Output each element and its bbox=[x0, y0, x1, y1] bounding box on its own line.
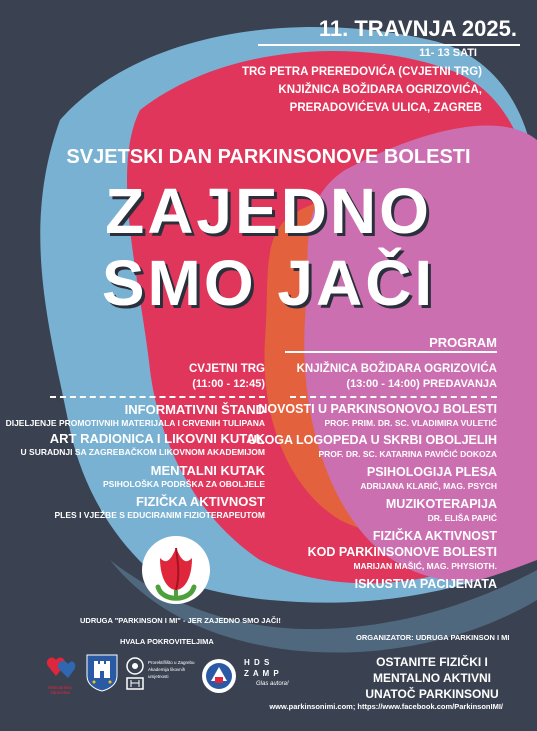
left-item-title: ART RADIONICA I LIKOVNI KUTAK bbox=[49, 431, 265, 446]
slogan-line-1: OSTANITE FIZIČKI I bbox=[376, 655, 488, 669]
left-item-title: FIZIČKA AKTIVNOST bbox=[135, 494, 265, 509]
sponsors-thanks: HVALA POKROVITELJIMA bbox=[120, 637, 214, 646]
ministry-heart-icon bbox=[42, 654, 78, 680]
slogan-line-3: UNATOČ PARKINSONU bbox=[365, 687, 499, 701]
right-item-desc: ADRIJANA KLARIĆ, MAG. PSYCH bbox=[360, 481, 497, 491]
tulip-logo-icon bbox=[140, 532, 212, 612]
right-item-title: ISKUSTVA PACIJENATA bbox=[354, 577, 497, 591]
hds-tagline: Glas autora! bbox=[256, 681, 289, 687]
ministry-logo bbox=[42, 654, 78, 695]
event-time: 11- 13 SATI bbox=[419, 47, 477, 59]
ministry-label-1: Ministarstvo bbox=[47, 685, 72, 690]
zamp-label: Z A M P bbox=[244, 669, 280, 678]
left-item-title: INFORMATIVNI ŠTAND bbox=[124, 402, 265, 417]
zagreb-coat-of-arms-icon bbox=[86, 654, 118, 692]
hds-zamp-logo bbox=[244, 658, 294, 692]
left-item-desc: U SURADNJI SA ZAGREBAČKOM LIKOVNOM AKADEMIJOM bbox=[20, 447, 265, 457]
academy-label-2: Akademija likovnih bbox=[148, 667, 186, 672]
event-location-2: KNJIŽNICA BOŽIDARA OGRIZOVIĆA, bbox=[278, 84, 482, 96]
right-item-desc: DR. ELIŠA PAPIĆ bbox=[427, 513, 497, 523]
left-item-desc: DIJELJENJE PROMOTIVNIH MATERIJALA I CRVENIH TULIPANA bbox=[5, 418, 265, 428]
event-location-3: PRERADOVIĆEVA ULICA, ZAGREB bbox=[289, 102, 482, 114]
left-item-desc: PSIHOLOŠKA PODRŠKA ZA OBOLJELE bbox=[103, 479, 265, 489]
event-date: 11. TRAVNJA 2025. bbox=[318, 16, 517, 41]
city-seal-icon bbox=[200, 657, 238, 695]
right-item-title-2: KOD PARKINSONOVE BOLESTI bbox=[307, 545, 497, 559]
left-item-desc: PLES I VJEŽBE S EDUCIRANIM FIZIOTERAPEUTOM bbox=[54, 510, 265, 520]
right-item-title: NOVOSTI U PARKINSONOVOJ BOLESTI bbox=[258, 402, 497, 416]
program-divider bbox=[285, 351, 497, 353]
right-item-title: FIZIČKA AKTIVNOST bbox=[372, 529, 497, 543]
right-item-title: MUZIKOTERAPIJA bbox=[385, 497, 497, 511]
title-line-1: ZAJEDNO bbox=[105, 175, 432, 247]
right-hours: (13:00 - 14:00) PREDAVANJA bbox=[346, 378, 497, 390]
event-subtitle: SVJETSKI DAN PARKINSONOVE BOLESTI bbox=[66, 146, 471, 168]
academy-label-3: umjetnosti bbox=[148, 674, 169, 679]
right-item-desc: MARIJAN MAŠIĆ, MAG. PHYSIOTH. bbox=[353, 561, 497, 571]
right-item-desc: PROF. PRIM. DR. SC. VLADIMIRA VULETIĆ bbox=[324, 418, 497, 428]
website-links[interactable]: www.parkinsonimi.com; https://www.facebook.com/ParkinsonIMI/ bbox=[269, 702, 503, 711]
header-divider bbox=[258, 44, 520, 46]
ministry-label-2: zdravstva bbox=[50, 690, 70, 695]
title-line-2: SMO JAČI bbox=[101, 247, 436, 319]
hds-label: H D S bbox=[244, 658, 271, 667]
academy-label-1: Prorektiflišto u Zagrebu bbox=[148, 660, 195, 665]
right-item-title: ULOGA LOGOPEDA U SKRBI OBOLJELIH bbox=[247, 433, 497, 447]
right-divider bbox=[290, 396, 497, 398]
right-item-desc: PROF. DR. SC. KATARINA PAVIČIĆ DOKOZA bbox=[318, 449, 497, 459]
right-venue: KNJIŽNICA BOŽIDARA OGRIZOVIĆA bbox=[296, 363, 497, 375]
left-hours: (11:00 - 12:45) bbox=[192, 378, 265, 390]
event-location-1: TRG PETRA PREREDOVIĆA (CVJETNI TRG) bbox=[241, 66, 482, 78]
right-item-title: PSIHOLOGIJA PLESA bbox=[366, 465, 497, 479]
organizer-label: ORGANIZATOR: UDRUGA PARKINSON I MI bbox=[356, 633, 510, 642]
slogan-line-2: MENTALNO AKTIVNI bbox=[373, 671, 491, 685]
left-divider bbox=[50, 396, 265, 398]
left-item-title: MENTALNI KUTAK bbox=[150, 463, 265, 478]
left-venue: CVJETNI TRG bbox=[188, 363, 265, 375]
association-motto: UDRUGA "PARKINSON I MI" - JER ZAJEDNO SMO JAČI! bbox=[80, 616, 281, 625]
academy-seal-icon bbox=[125, 656, 145, 690]
program-heading: PROGRAM bbox=[429, 335, 497, 350]
